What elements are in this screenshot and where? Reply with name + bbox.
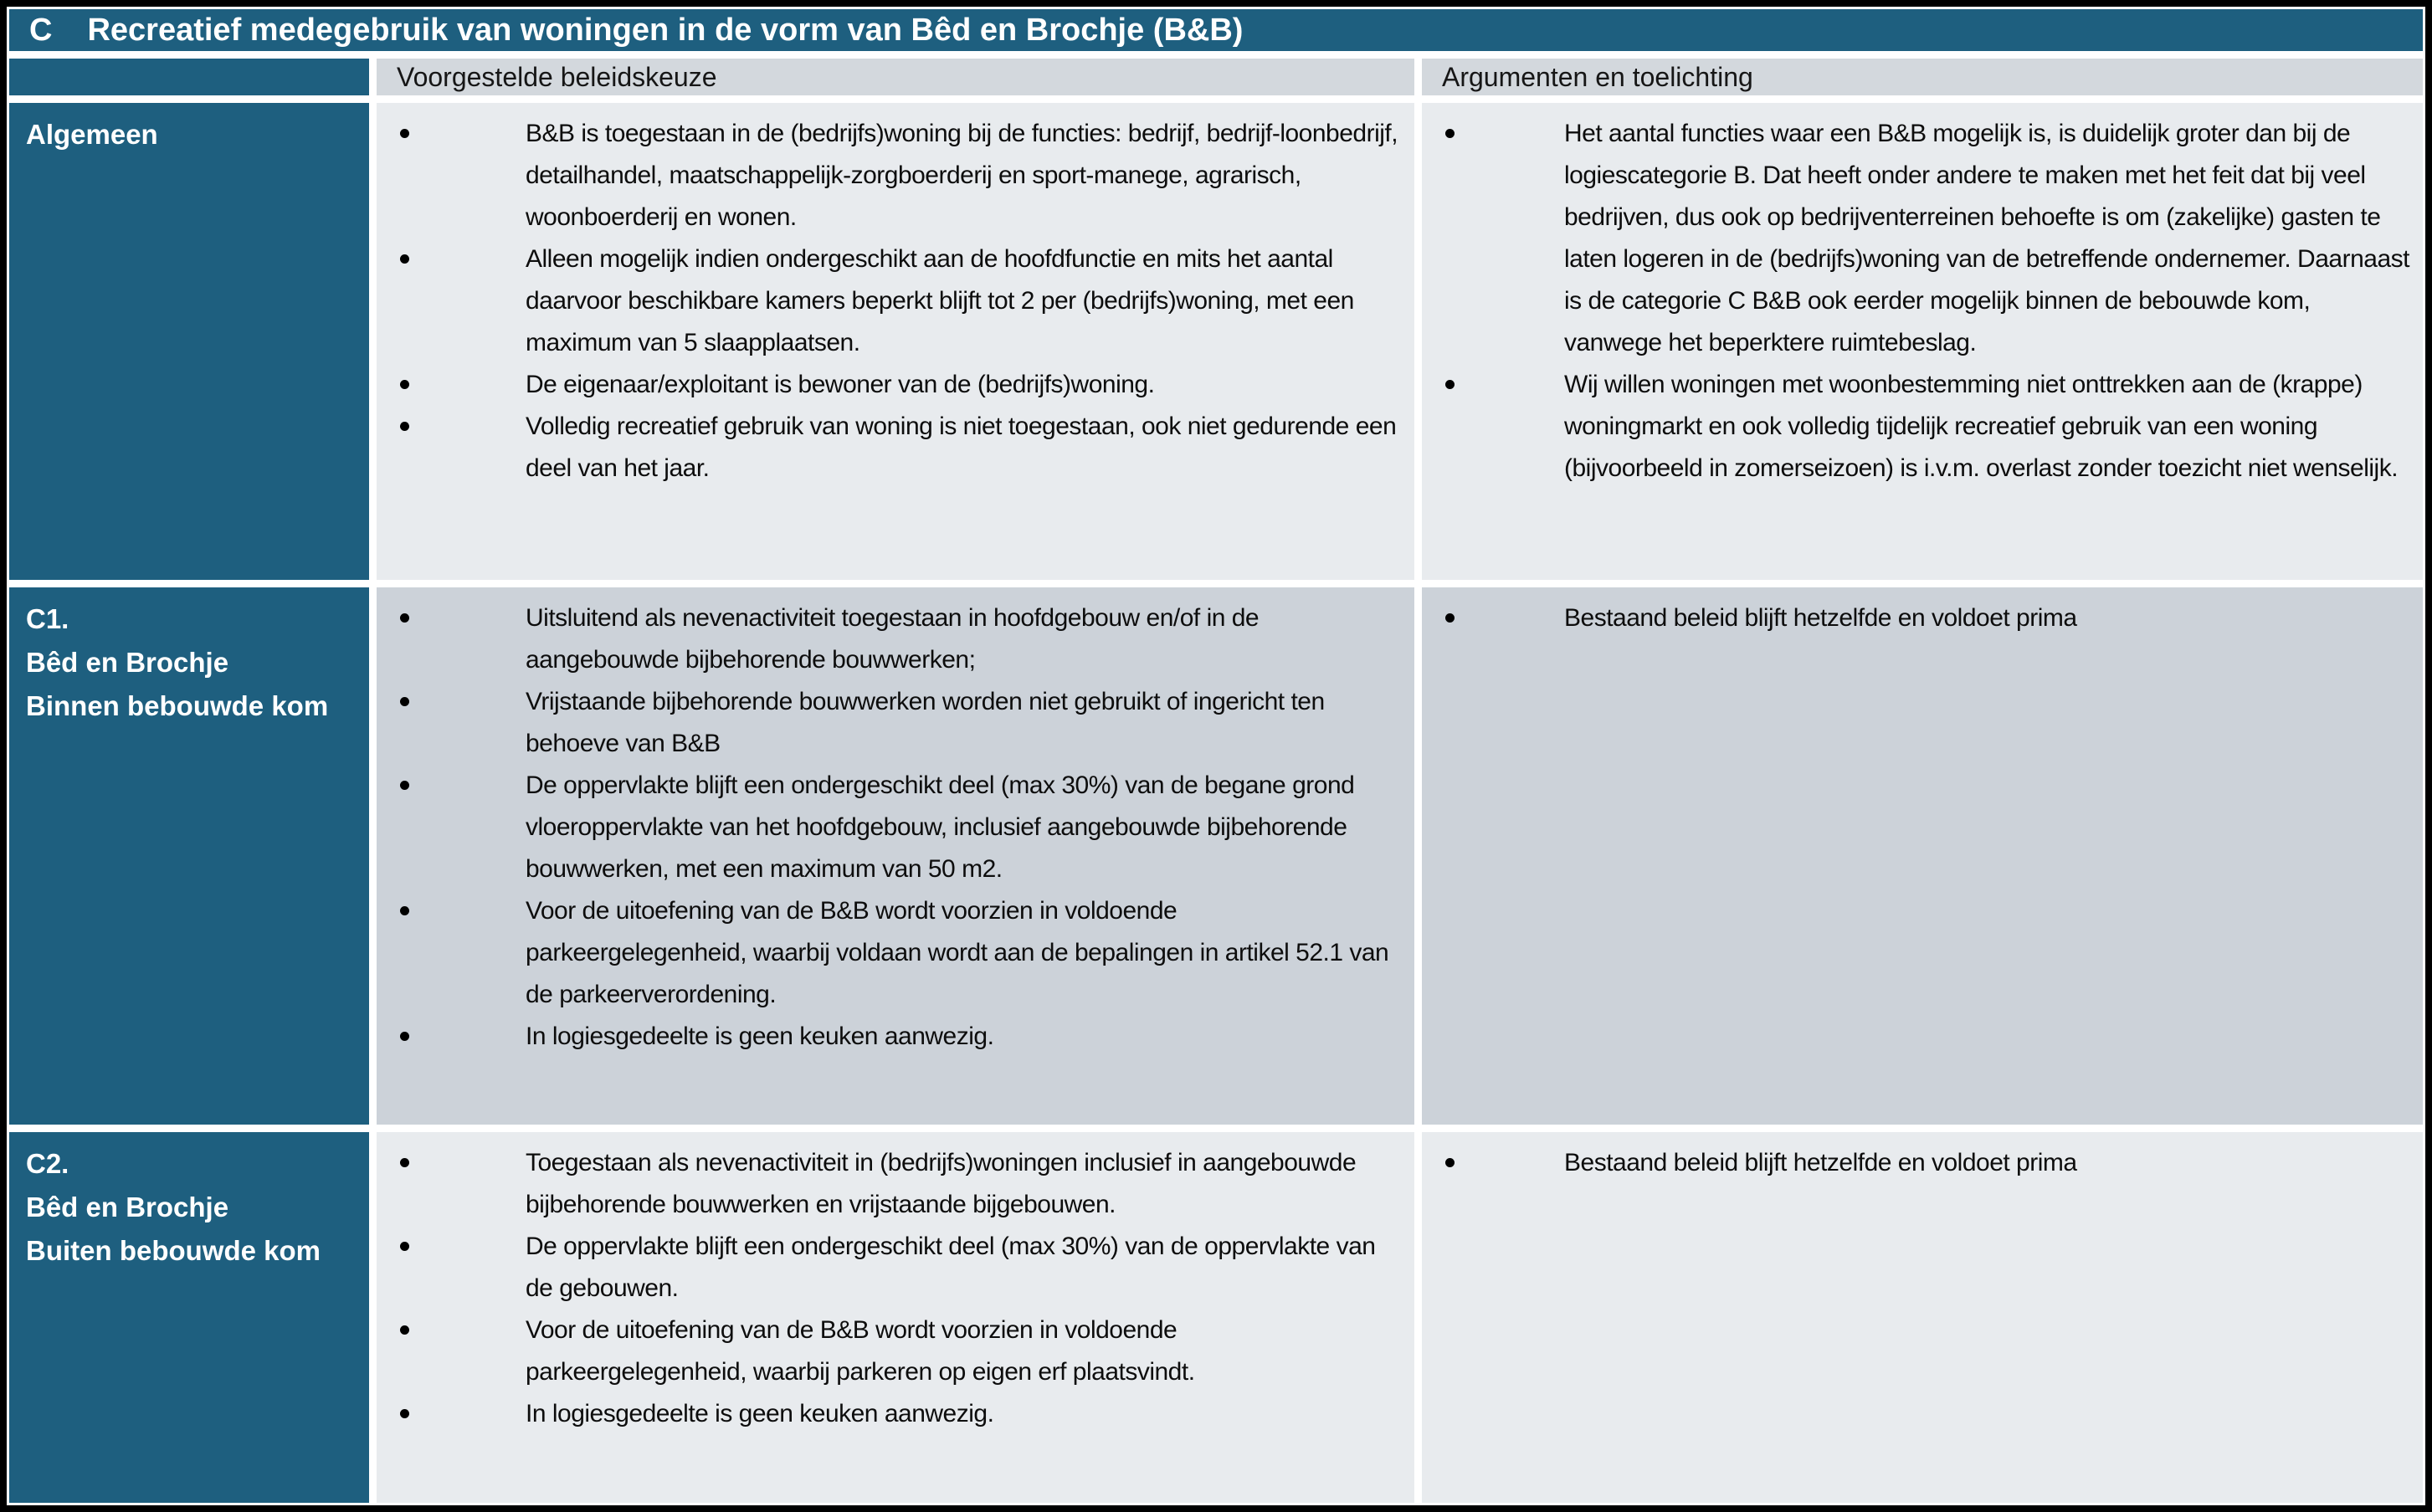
row-label-line: Binnen bebouwde kom bbox=[26, 690, 329, 721]
bullet-item: Volledig recreatief gebruik van woning is niet toegestaan, ook niet gedurende een deel van het jaar. bbox=[377, 406, 1401, 489]
cell-c2-argumenten bbox=[1422, 1132, 2423, 1503]
bullet-list bbox=[377, 597, 1401, 1058]
cell-c2-beleidskeuze bbox=[377, 1132, 1414, 1503]
column-header-beleidskeuze: Voorgestelde beleidskeuze bbox=[377, 59, 1414, 95]
cell-algemeen-argumenten bbox=[1422, 103, 2423, 580]
row-label-line: C2. bbox=[26, 1148, 69, 1179]
cell-algemeen-beleidskeuze bbox=[377, 103, 1414, 580]
bullet-item: Bestaand beleid blijft hetzelfde en voldoet prima bbox=[1422, 1142, 2409, 1184]
bullet-item: Voor de uitoefening van de B&B wordt voorzien in voldoende parkeergelegenheid, waarbij voldaan wordt aan de bepalingen in artikel 52.1 van de parkeerverordening. bbox=[377, 890, 1401, 1016]
cell-c1-beleidskeuze bbox=[377, 587, 1414, 1125]
bullet-item: Voor de uitoefening van de B&B wordt voorzien in voldoende parkeergelegenheid, waarbij parkeren op eigen erf plaatsvindt. bbox=[377, 1310, 1401, 1393]
row-label-c1 bbox=[9, 587, 369, 1125]
row-label-line: C1. bbox=[26, 603, 69, 634]
bullet-list bbox=[377, 113, 1401, 489]
table-title: Recreatief medegebruik van woningen in de vorm van Bêd en Brochje (B&B) bbox=[87, 12, 1244, 48]
section-letter: C bbox=[29, 12, 53, 48]
bullet-item: Het aantal functies waar een B&B mogelijk is, is duidelijk groter dan bij de logiescategorie B. Dat heeft onder andere te maken met het feit dat bij veel bedrijven, dus ook op bedrijventerreinen behoefte is om (zakelijke) gasten te laten logeren in de (bedrijfs)woning van de betreffende ondernemer. Daarnaast is de categorie C B&B ook eerder mogelijk binnen de bebouwde kom, vanwege het beperktere ruimtebeslag. bbox=[1422, 113, 2409, 364]
bullet-item: Alleen mogelijk indien ondergeschikt aan de hoofdfunctie en mits het aantal daarvoor beschikbare kamers beperkt blijft tot 2 per (bedrijfs)woning, met een maximum van 5 slaapplaatsen. bbox=[377, 238, 1401, 364]
bullet-item: Bestaand beleid blijft hetzelfde en voldoet prima bbox=[1422, 597, 2409, 639]
row-label-line: Algemeen bbox=[26, 119, 158, 150]
bullet-list bbox=[1422, 597, 2409, 639]
bullet-item: Uitsluitend als nevenactiviteit toegestaan in hoofdgebouw en/of in de aangebouwde bijbehorende bouwwerken; bbox=[377, 597, 1401, 681]
bullet-item: B&B is toegestaan in de (bedrijfs)woning bij de functies: bedrijf, bedrijf-loonbedrijf, detailhandel, maatschappelijk-zorgboerderij en sport-manege, agrarisch, woonboerderij en wonen. bbox=[377, 113, 1401, 238]
bullet-list bbox=[377, 1142, 1401, 1435]
bullet-item: De eigenaar/exploitant is bewoner van de (bedrijfs)woning. bbox=[377, 364, 1401, 406]
row-label-line: Bêd en Brochje bbox=[26, 1192, 229, 1222]
row-label-line: Buiten bebouwde kom bbox=[26, 1235, 321, 1266]
bullet-item: Toegestaan als nevenactiviteit in (bedrijfs)woningen inclusief in aangebouwde bijbehorende bouwwerken en vrijstaande bijgebouwen. bbox=[377, 1142, 1401, 1226]
bullet-list bbox=[1422, 1142, 2409, 1184]
bullet-item: De oppervlakte blijft een ondergeschikt deel (max 30%) van de oppervlakte van de gebouwen. bbox=[377, 1226, 1401, 1310]
bullet-item: Vrijstaande bijbehorende bouwwerken worden niet gebruikt of ingericht ten behoeve van B&B bbox=[377, 681, 1401, 765]
column-header-argumenten: Argumenten en toelichting bbox=[1422, 59, 2423, 95]
cell-c1-argumenten bbox=[1422, 587, 2423, 1125]
bullet-item: Wij willen woningen met woonbestemming niet onttrekken aan de (krappe) woningmarkt en ook volledig tijdelijk recreatief gebruik van een woning (bijvoorbeeld in zomerseizoen) is i.v.m. overlast zonder toezicht niet wenselijk. bbox=[1422, 364, 2409, 489]
bullet-item: De oppervlakte blijft een ondergeschikt deel (max 30%) van de begane grond vloeroppervlakte van het hoofdgebouw, inclusief aangebouwde bijbehorende bouwwerken, met een maximum van 50 m2. bbox=[377, 765, 1401, 890]
column-header-spacer bbox=[9, 59, 369, 95]
row-label-algemeen bbox=[9, 103, 369, 580]
bullet-list bbox=[1422, 113, 2409, 489]
table-title-bar bbox=[9, 9, 2423, 51]
row-label-line: Bêd en Brochje bbox=[26, 647, 229, 678]
bullet-item: In logiesgedeelte is geen keuken aanwezig. bbox=[377, 1393, 1401, 1435]
row-label-c2 bbox=[9, 1132, 369, 1503]
bullet-item: In logiesgedeelte is geen keuken aanwezig. bbox=[377, 1016, 1401, 1058]
